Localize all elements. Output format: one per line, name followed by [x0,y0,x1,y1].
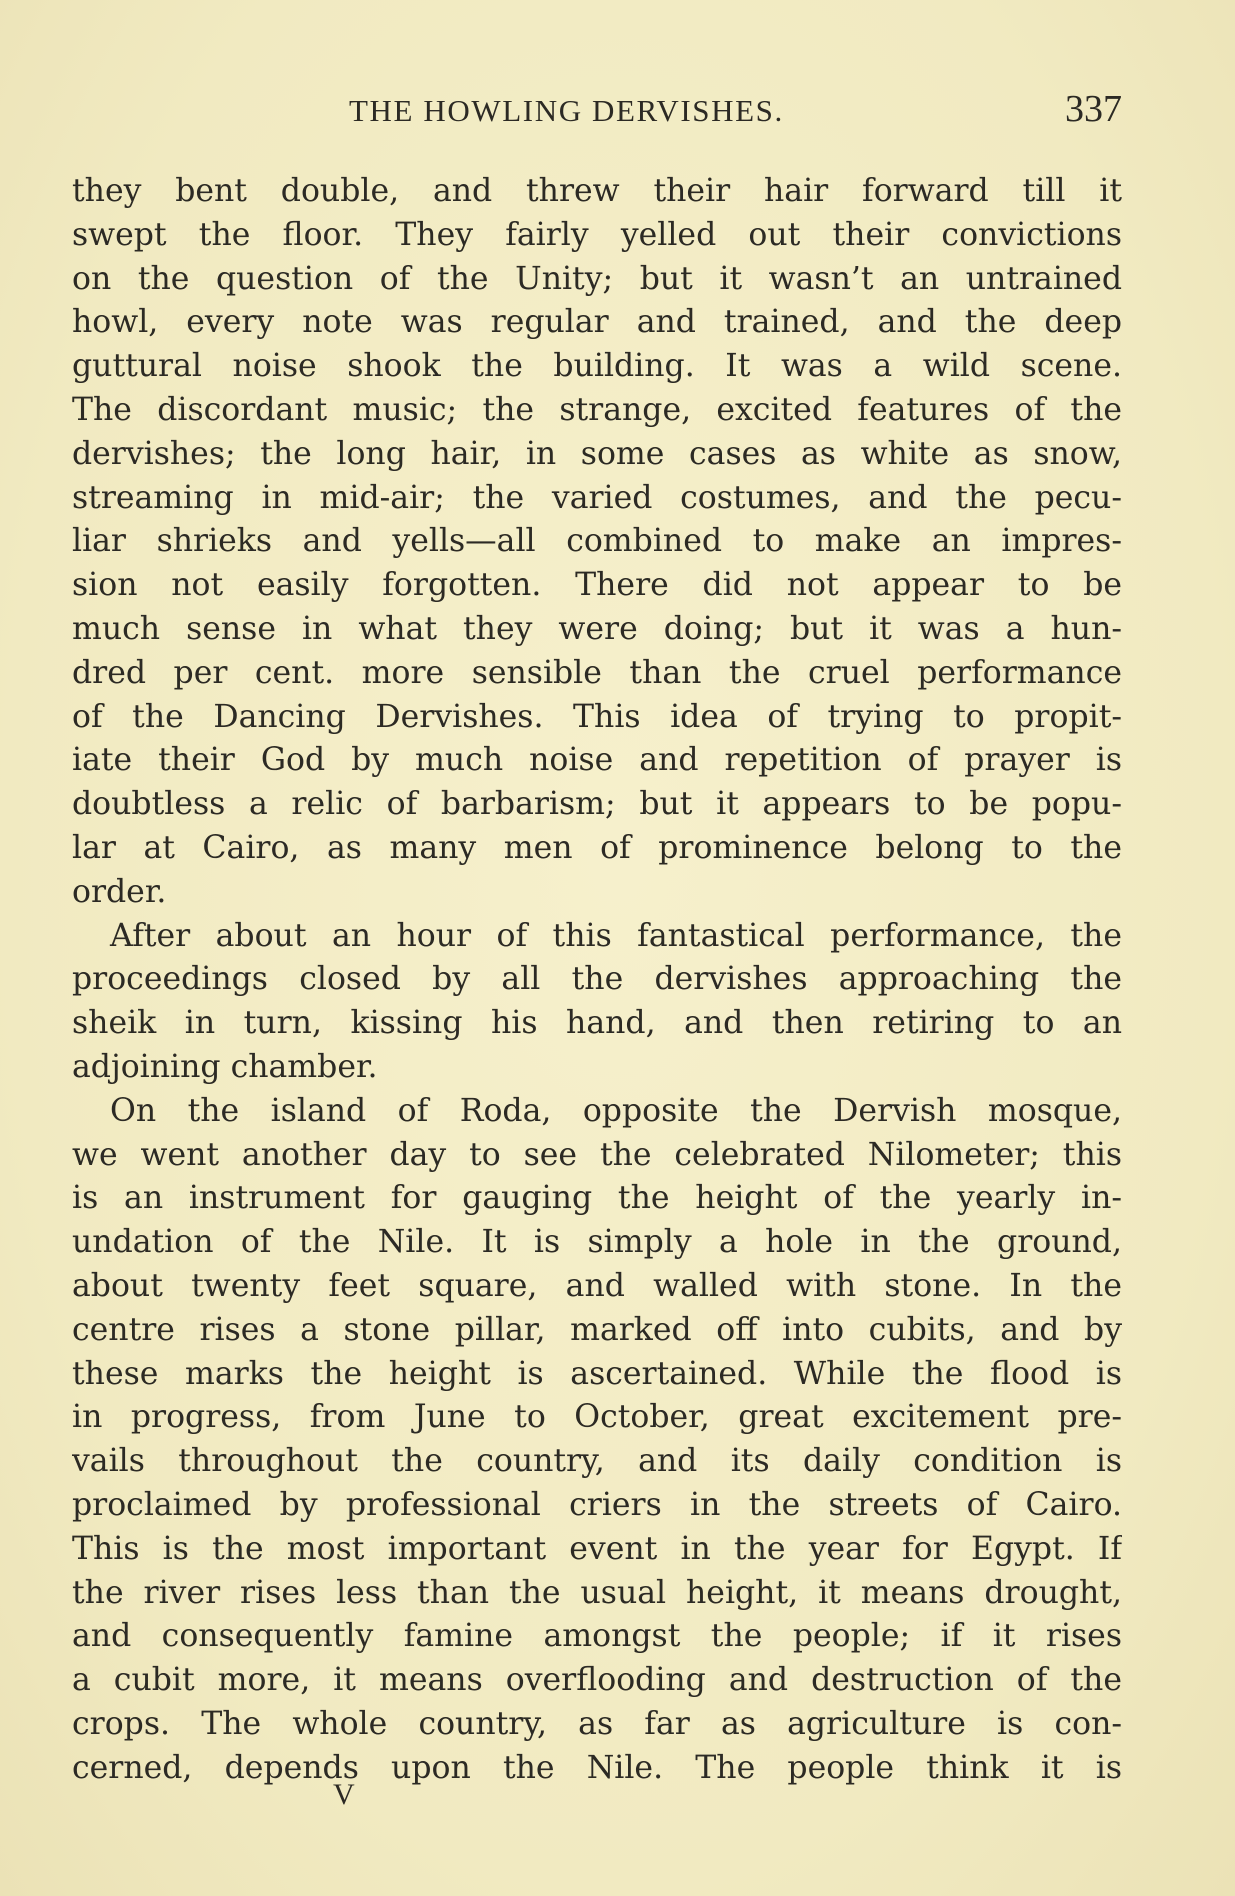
text-line: liar shrieks and yells—all combined to make an impres- [72,523,1122,560]
text-line: order. [72,873,167,910]
text-line: vails throughout the country, and its daily condition is [72,1443,1122,1480]
text-line: undation of the Nile. It is simply a hole in the ground, [72,1224,1122,1261]
text-line: doubtless a relic of barbarism; but it appears to be popu- [72,786,1122,823]
text-line: The discordant music; the strange, excited features of the [72,391,1122,428]
text-line: swept the floor. They fairly yelled out their convictions [72,216,1122,253]
page-number: 337 [1065,88,1122,130]
text-line: about twenty feet square, and walled with stone. In the [72,1267,1122,1304]
text-line: of the Dancing Dervishes. This idea of trying to propit- [72,698,1122,735]
running-head [74,88,1122,133]
text-line: proclaimed by professional criers in the streets of Cairo. [72,1486,1122,1523]
text-line: in progress, from June to October, great excitement pre- [72,1399,1122,1436]
text-line: howl, every note was regular and trained, and the deep [72,304,1122,341]
text-line: dred per cent. more sensible than the cruel performance [72,654,1122,691]
text-line: dervishes; the long hair, in some cases as white as snow, [72,435,1122,472]
body-text [72,170,1122,1790]
text-line: and consequently famine amongst the people; if it rises [72,1618,1122,1655]
text-line: guttural noise shook the building. It was a wild scene. [72,348,1122,385]
text-line: the river rises less than the usual height, it means drought, [72,1574,1122,1611]
running-title: THE HOWLING DERVISHES. [349,93,784,128]
text-line: iate their God by much noise and repetition of prayer is [72,742,1122,779]
text-line: lar at Cairo, as many men of prominence belong to the [72,829,1122,866]
text-line: a cubit more, it means overflooding and destruction of the [72,1662,1122,1699]
text-line: sion not easily forgotten. There did not appear to be [72,567,1122,604]
text-line: they bent double, and threw their hair forward till it [72,173,1122,209]
text-line: much sense in what they were doing; but it was a hun- [72,610,1122,647]
text-line: cerned, depends upon the Nile. The people think it is [72,1749,1122,1786]
text-line: sheik in turn, kissing his hand, and then retiring to an [72,1005,1122,1042]
text-line: these marks the height is ascertained. While the flood is [72,1355,1122,1392]
text-line: centre rises a stone pillar, marked off into cubits, and by [72,1311,1122,1348]
signature-mark: V [333,1778,355,1811]
text-line: streaming in mid-air; the varied costumes, and the pecu- [72,479,1122,516]
text-line: On the island of Roda, opposite the Dervish mosque, [110,1092,1122,1129]
text-line: adjoining chamber. [72,1048,378,1085]
text-line: on the question of the Unity; but it wasn’t an untrained [72,260,1122,297]
text-line: is an instrument for gauging the height of the yearly in- [72,1180,1122,1217]
text-line: crops. The whole country, as far as agriculture is con- [72,1705,1122,1742]
text-line: proceedings closed by all the dervishes approaching the [72,961,1122,998]
text-line: After about an hour of this fantastical performance, the [110,917,1122,954]
text-line: This is the most important event in the year for Egypt. If [72,1530,1122,1567]
text-line: we went another day to see the celebrated Nilometer; this [72,1136,1122,1173]
